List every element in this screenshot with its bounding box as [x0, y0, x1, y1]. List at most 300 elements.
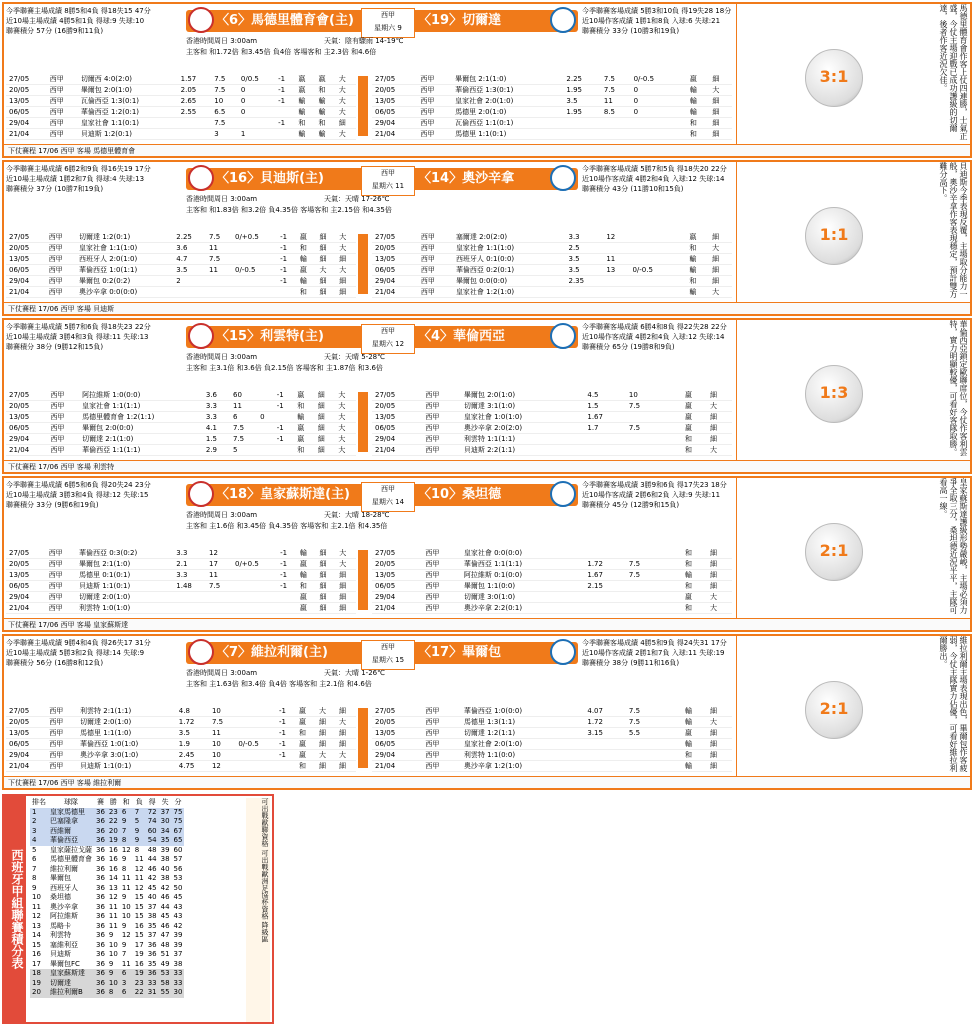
side-analysis: 皇家蘇斯達護級形勢嚴峻，主場必須力爭全取三分，桑坦德近況平平，主隊可看高一線。 — [939, 478, 968, 614]
table-cell: 細 — [709, 118, 732, 129]
table-cell — [173, 287, 206, 298]
table-cell — [659, 445, 671, 456]
table-cell: 利雲特 1:1(1:1) — [461, 434, 585, 445]
table-cell: 31 — [147, 988, 157, 996]
table-cell: 輸 — [687, 85, 710, 96]
away-stats — [582, 6, 732, 36]
away-crest-icon — [550, 7, 576, 33]
table-cell: 20/05 — [6, 243, 46, 254]
table-cell: 7.5 — [601, 85, 631, 96]
table-row — [6, 761, 356, 772]
table-cell: 3.15 — [584, 728, 626, 739]
table-cell: 29/04 — [372, 592, 422, 603]
table-cell — [659, 761, 671, 772]
table-cell: 塞爾達 2:0(2:0) — [453, 232, 566, 243]
table-cell — [670, 603, 682, 614]
side-analysis: 維拉利爾主場表現出色，畢爾包作客疲弱，今仗主隊實力佔優，可看好維拉利爾勝出。 — [939, 636, 968, 772]
home-team[interactable]: 〈18〉皇家蘇斯達(主) — [216, 487, 350, 502]
table-cell: 西甲 — [422, 706, 460, 717]
table-cell — [206, 287, 232, 298]
table-cell: 和 — [294, 445, 315, 456]
table-cell: 西甲 — [422, 434, 460, 445]
table-cell: 13/05 — [6, 96, 47, 107]
table-cell — [626, 412, 659, 423]
table-cell — [626, 603, 659, 614]
table-cell: 細 — [336, 592, 356, 603]
table-cell — [206, 603, 232, 614]
table-cell: 7.5 — [601, 74, 631, 85]
table-cell — [232, 243, 277, 254]
table-cell: 20/05 — [6, 401, 47, 412]
table-cell — [626, 750, 659, 761]
table-cell: 21/04 — [6, 761, 46, 772]
table-cell: 39 — [173, 940, 183, 949]
table-cell: 切爾達 2:0(1:0) — [76, 592, 173, 603]
table-cell: 西甲 — [46, 581, 76, 592]
table-cell — [173, 592, 206, 603]
table-cell: 馬德里 1:3(1:1) — [461, 717, 585, 728]
prediction-panel — [736, 320, 917, 462]
table-cell: 1.57 — [178, 74, 212, 85]
table-cell — [626, 434, 659, 445]
table-cell — [257, 445, 274, 456]
table-cell: -1 — [274, 423, 295, 434]
kickoff-time: 香港時間周日 3:00am — [186, 353, 258, 361]
odds-ratios: 主客和 和1.83倍 和3.2倍 負4.35倍 客場客和 主2.15倍 和4.35倍 — [186, 206, 392, 214]
table-cell — [274, 445, 295, 456]
table-cell: 畢爾包 1:1(0:0) — [461, 581, 585, 592]
table-cell: 皇家社會 1:1(1:1) — [79, 401, 203, 412]
table-cell: 11 — [121, 959, 131, 968]
table-cell: 0 — [631, 96, 677, 107]
away-stats — [582, 164, 732, 194]
table-cell: 13/05 — [6, 570, 46, 581]
home-stats — [6, 164, 184, 194]
table-cell: 大 — [336, 129, 356, 140]
league-name: 西甲 — [381, 485, 395, 493]
table-cell: 西班牙人 — [50, 883, 78, 892]
home-stat-line: 聯賽積分 56分 (16勝8和12負) — [6, 659, 104, 667]
table-row — [30, 979, 184, 989]
home-crest-icon — [188, 165, 214, 191]
table-cell: 0/+0.5 — [232, 232, 277, 243]
table-cell: 12 — [121, 931, 131, 939]
table-cell: 72 — [147, 807, 157, 816]
table-cell: 切爾西 4:0(2:0) — [78, 74, 178, 85]
table-cell: 畢爾包 2:0(1:0) — [78, 85, 178, 96]
away-team[interactable]: 〈10〉桑坦德 — [418, 487, 502, 502]
table-cell: 嬴 — [682, 390, 707, 401]
table-cell: 嬴 — [294, 423, 315, 434]
table-cell: 34 — [160, 826, 170, 835]
table-cell — [676, 85, 686, 96]
kickoff-time: 香港時間周日 3:00am — [186, 195, 258, 203]
table-cell — [232, 276, 277, 287]
table-cell: 06/05 — [6, 581, 46, 592]
table-cell: 和 — [686, 276, 709, 287]
score-tip: 1:3 — [819, 383, 849, 402]
table-cell: 輸 — [294, 412, 315, 423]
table-cell: 7.5 — [626, 423, 659, 434]
table-row — [372, 750, 732, 761]
table-cell: 西維爾 — [48, 827, 94, 837]
table-cell: 細 — [317, 592, 337, 603]
table-cell: 和 — [316, 118, 336, 129]
table-cell — [232, 581, 277, 592]
table-cell: 37 — [147, 902, 157, 911]
table-cell: 大 — [335, 445, 356, 456]
table-cell — [178, 118, 212, 129]
table-cell: 2.55 — [178, 107, 212, 118]
away-stat-line: 今季聯賽客場成績 3勝9和6負 得17失23 18分 — [582, 481, 727, 489]
table-cell: 42 — [173, 921, 183, 930]
away-team[interactable]: 〈4〉華倫西亞 — [418, 329, 506, 344]
table-cell: 馬德里 2:0(1:0) — [452, 107, 563, 118]
table-cell: 11 — [206, 570, 232, 581]
away-team[interactable]: 〈14〉奧沙辛拿 — [418, 171, 515, 186]
table-row — [372, 74, 732, 85]
table-cell: 大 — [336, 96, 356, 107]
table-cell: 0 — [238, 85, 275, 96]
table-cell: 和 — [682, 559, 707, 570]
table-cell: 西甲 — [418, 243, 453, 254]
table-cell: 西甲 — [46, 287, 76, 298]
home-team[interactable]: 〈6〉馬德里體育會(主) — [216, 13, 354, 28]
table-cell: 19 — [30, 979, 48, 989]
table-cell: 細 — [707, 548, 732, 559]
table-cell: 1.95 — [563, 107, 600, 118]
table-cell: 49 — [160, 959, 170, 968]
table-cell: 大 — [709, 243, 732, 254]
table-cell: 大 — [316, 750, 336, 761]
table-cell: 20 — [108, 826, 118, 835]
table-cell: 西甲 — [47, 74, 78, 85]
table-cell: 9 — [133, 827, 146, 837]
table-cell: 7 — [133, 808, 146, 818]
table-cell: 3.3 — [203, 401, 230, 412]
table-cell: 大 — [335, 401, 356, 412]
table-cell: 12 — [603, 232, 629, 243]
table-cell: 30 — [160, 817, 170, 825]
home-team[interactable]: 〈16〉貝迪斯(主) — [216, 171, 324, 186]
standings-header: 分 — [174, 798, 182, 806]
table-cell: 維拉利爾B — [48, 988, 94, 998]
table-cell: -1 — [275, 118, 295, 129]
away-stat-line: 今季聯賽客場成績 6勝4和8負 得22失28 22分 — [582, 323, 727, 331]
table-cell: 0/+0.5 — [232, 559, 277, 570]
table-cell: 7.5 — [211, 74, 238, 85]
table-cell: 細 — [709, 254, 732, 265]
table-cell: 16 — [108, 845, 118, 854]
table-cell — [659, 739, 671, 750]
table-row — [30, 950, 184, 960]
league-name: 西甲 — [381, 11, 395, 19]
table-cell — [670, 761, 682, 772]
table-row — [30, 865, 184, 875]
home_games-table — [6, 548, 356, 614]
table-row — [30, 912, 184, 922]
table-cell: 57 — [173, 855, 183, 863]
table-cell: 6 — [230, 412, 257, 423]
table-cell: 65 — [173, 836, 183, 844]
table-cell: 27/05 — [372, 390, 422, 401]
table-cell: 大 — [336, 107, 356, 118]
table-row — [372, 287, 732, 298]
table-cell — [584, 592, 626, 603]
table-cell: 嬴 — [296, 739, 316, 750]
table-row — [372, 570, 732, 581]
side-analysis: 華倫西亞鎖定歐聯席位，今仗作客利雲特，實力明顯較優，可看好客隊取勝。 — [949, 320, 968, 456]
table-cell: 3 — [120, 979, 133, 989]
table-cell: 細 — [709, 107, 732, 118]
kickoff-time: 香港時間周日 3:00am — [186, 37, 258, 45]
table-cell: 14 — [108, 874, 118, 882]
table-row — [6, 232, 356, 243]
table-row — [372, 434, 732, 445]
table-cell: 36 — [96, 931, 105, 939]
table-cell: 0 — [257, 412, 274, 423]
standings-note: 可出戰歐聯資格 可出戰歐洲足協杯資格 降級區 — [246, 798, 270, 1022]
away-crest-icon — [550, 323, 576, 349]
table-row — [6, 74, 356, 85]
table-cell — [584, 761, 626, 772]
table-cell: 畢爾包 0:2(0:2) — [76, 276, 173, 287]
table-cell — [676, 254, 687, 265]
table-cell: -1 — [277, 548, 297, 559]
table-cell: 7.5 — [209, 717, 235, 728]
football-icon — [805, 49, 863, 107]
table-row — [30, 808, 184, 818]
table-cell: 7.5 — [626, 706, 659, 717]
table-cell: 27/05 — [6, 232, 46, 243]
table-cell — [584, 739, 626, 750]
table-cell: 細 — [316, 728, 336, 739]
table-cell: 16 — [134, 921, 144, 930]
away-team[interactable]: 〈17〉畢爾包 — [418, 645, 502, 660]
table-cell: 7 — [120, 827, 133, 837]
table-cell: 36 — [96, 864, 105, 873]
table-row — [6, 129, 356, 140]
football-icon — [805, 523, 863, 581]
table-cell: 西甲 — [46, 761, 77, 772]
standings-header: 得 — [148, 798, 156, 806]
table-cell — [629, 276, 675, 287]
table-cell: 11 — [209, 728, 235, 739]
table-cell: 和 — [296, 728, 316, 739]
away-stats — [582, 638, 732, 668]
table-cell: 和 — [682, 445, 707, 456]
table-cell: 9 — [120, 817, 133, 827]
next-fixture: 下仗賽程 17/06 西甲 客場 貝迪斯 — [4, 302, 970, 314]
table-cell: 細 — [707, 706, 732, 717]
table-cell: 10 — [121, 912, 131, 920]
home-stat-line: 近10場主場成績 5勝3和2負 得球:14 失球:9 — [6, 649, 145, 657]
table-cell: 西甲 — [418, 276, 453, 287]
table-cell: 10 — [626, 390, 659, 401]
table-cell: 4.7 — [173, 254, 206, 265]
table-cell — [670, 581, 682, 592]
table-cell: 奧沙辛拿 1:2(1:0) — [461, 761, 585, 772]
table-cell: 7.5 — [626, 717, 659, 728]
table-cell: 75 — [173, 807, 183, 816]
table-cell: 21/04 — [372, 761, 422, 772]
table-cell: 細 — [709, 129, 732, 140]
table-cell: 和 — [682, 603, 707, 614]
table-cell: 19 — [134, 950, 144, 958]
table-cell: 細 — [709, 265, 732, 276]
table-cell: 0 — [631, 85, 677, 96]
table-cell: 60 — [173, 845, 183, 854]
home-stat-line: 聯賽積分 57分 (16勝9和11負) — [6, 27, 104, 35]
table-cell: 36 — [96, 921, 105, 930]
table-cell: 16 — [134, 959, 144, 968]
table-cell: 0/-0.5 — [232, 265, 277, 276]
table-cell: 大 — [335, 390, 356, 401]
table-cell: 11 — [121, 883, 131, 892]
table-cell: 15 — [134, 931, 144, 939]
away-stat-line: 聯賽積分 33分 (10勝3和19負) — [582, 27, 680, 35]
away-stat-line: 今季聯賽客場成績 5勝7和5負 得18失20 22分 — [582, 165, 727, 173]
table-cell: 奧沙辛拿 2:0(2:0) — [461, 423, 585, 434]
table-cell: 細 — [315, 412, 336, 423]
table-cell: 33 — [147, 978, 157, 987]
table-row — [372, 603, 732, 614]
table-cell: 1.72 — [584, 717, 626, 728]
recent-games-tag — [358, 392, 368, 452]
table-cell: 21/04 — [372, 445, 422, 456]
table-cell: 23 — [108, 807, 118, 816]
table-cell: 3.3 — [173, 548, 206, 559]
table-cell: 細 — [315, 445, 336, 456]
table-cell: 西甲 — [47, 85, 78, 96]
home-stats — [6, 6, 184, 36]
home-team[interactable]: 〈7〉維拉利爾(主) — [216, 645, 328, 660]
table-cell: 西甲 — [422, 412, 460, 423]
away-team[interactable]: 〈19〉切爾達 — [418, 13, 502, 28]
table-cell: 5 — [133, 817, 146, 827]
table-cell: 7.5 — [626, 570, 659, 581]
table-row — [372, 276, 732, 287]
table-cell: 西甲 — [422, 728, 460, 739]
standings-header: 賽 — [96, 798, 104, 806]
table-row — [372, 401, 732, 412]
kickoff-time: 香港時間周日 3:00am — [186, 511, 258, 519]
recent-games-tag — [358, 708, 368, 768]
away-stat-line: 今季聯賽客場成績 4勝5和9負 得24失31 17分 — [582, 639, 727, 647]
table-cell: 西甲 — [422, 603, 460, 614]
table-cell: 和 — [686, 243, 709, 254]
table-cell: 細 — [317, 276, 337, 287]
table-cell: 20/05 — [6, 717, 46, 728]
table-cell: 西甲 — [47, 107, 78, 118]
table-cell: 45 — [173, 893, 183, 901]
table-cell: 9 — [121, 855, 127, 863]
table-cell: 西甲 — [422, 548, 460, 559]
table-cell: 阿拉維斯 0:1(0:0) — [461, 570, 585, 581]
table-cell — [626, 581, 659, 592]
table-cell: 40 — [160, 864, 170, 873]
table-cell: 巴塞隆拿 — [48, 817, 94, 827]
table-cell: 12 — [32, 912, 41, 920]
table-cell: 12 — [134, 883, 144, 892]
table-cell: 輸 — [297, 254, 317, 265]
match-panel — [2, 160, 972, 316]
table-row — [372, 107, 732, 118]
home-team[interactable]: 〈15〉利雲特(主) — [216, 329, 324, 344]
weather: 天氣：陰有驟雨 14-19℃ — [324, 37, 404, 45]
table-row — [6, 717, 356, 728]
table-row — [372, 254, 732, 265]
table-cell: 3.5 — [563, 96, 600, 107]
table-cell: 4.5 — [584, 390, 626, 401]
table-cell: 16 — [108, 864, 118, 873]
table-cell: 2 — [30, 817, 48, 827]
table-cell: 7 — [121, 950, 127, 958]
away_games-table — [372, 706, 732, 772]
away-stats — [582, 322, 732, 352]
table-cell: 16 — [108, 855, 118, 863]
table-cell: 嬴 — [682, 423, 707, 434]
table-cell: 輸 — [686, 254, 709, 265]
weekday: 星期六 15 — [371, 656, 405, 664]
table-cell: -1 — [275, 85, 295, 96]
table-cell: 22 — [108, 817, 118, 825]
odds-ratios: 主客和 主3.1倍 和3.6倍 負2.15倍 客場客和 主1.87倍 和3.6倍 — [186, 364, 383, 372]
weekday: 星期六 11 — [371, 182, 405, 190]
table-cell: -1 — [276, 739, 296, 750]
table-cell: 11 — [230, 401, 257, 412]
table-cell: 8 — [32, 874, 37, 882]
table-cell: 皇家蘇斯達 — [48, 969, 94, 979]
table-cell: 西甲 — [417, 74, 452, 85]
table-row — [6, 581, 356, 592]
table-cell: 輸 — [316, 96, 336, 107]
away-stat-line: 聯賽積分 43分 (11勝10和15負) — [582, 185, 684, 193]
table-cell: 大 — [317, 265, 337, 276]
table-cell: 嬴 — [682, 412, 707, 423]
table-cell — [584, 750, 626, 761]
table-cell: 44 — [147, 855, 157, 863]
table-cell: 36 — [96, 893, 105, 901]
table-cell: 3.3 — [565, 232, 603, 243]
table-cell: 馬德里體育會 — [50, 855, 92, 863]
prediction-panel — [736, 636, 917, 778]
table-cell: 5 — [230, 445, 257, 456]
table-cell: 嬴 — [682, 592, 707, 603]
standings-header: 負 — [135, 798, 143, 806]
table-row — [30, 836, 184, 846]
table-cell: 西班牙人 0:1(0:0) — [453, 254, 566, 265]
table-cell: 細 — [336, 603, 356, 614]
away-crest-icon — [550, 639, 576, 665]
table-cell: 細 — [317, 243, 337, 254]
table-cell: 33 — [173, 969, 183, 977]
home-stat-line: 近10場主場成績 1勝2和7負 得球:4 失球:13 — [6, 175, 145, 183]
table-cell: 8 — [120, 836, 133, 846]
table-cell: 嬴 — [297, 559, 317, 570]
table-cell: 27/05 — [6, 548, 46, 559]
table-cell: 細 — [336, 276, 356, 287]
table-cell: 38 — [160, 874, 170, 882]
table-cell: 21/04 — [372, 603, 422, 614]
table-cell: 貝迪斯 2:2(1:1) — [461, 445, 585, 456]
table-cell: -1 — [274, 390, 295, 401]
table-cell: 60 — [230, 390, 257, 401]
table-cell: 0 — [238, 107, 275, 118]
table-cell: -1 — [275, 96, 295, 107]
table-cell: 06/05 — [372, 739, 422, 750]
table-row — [6, 548, 356, 559]
